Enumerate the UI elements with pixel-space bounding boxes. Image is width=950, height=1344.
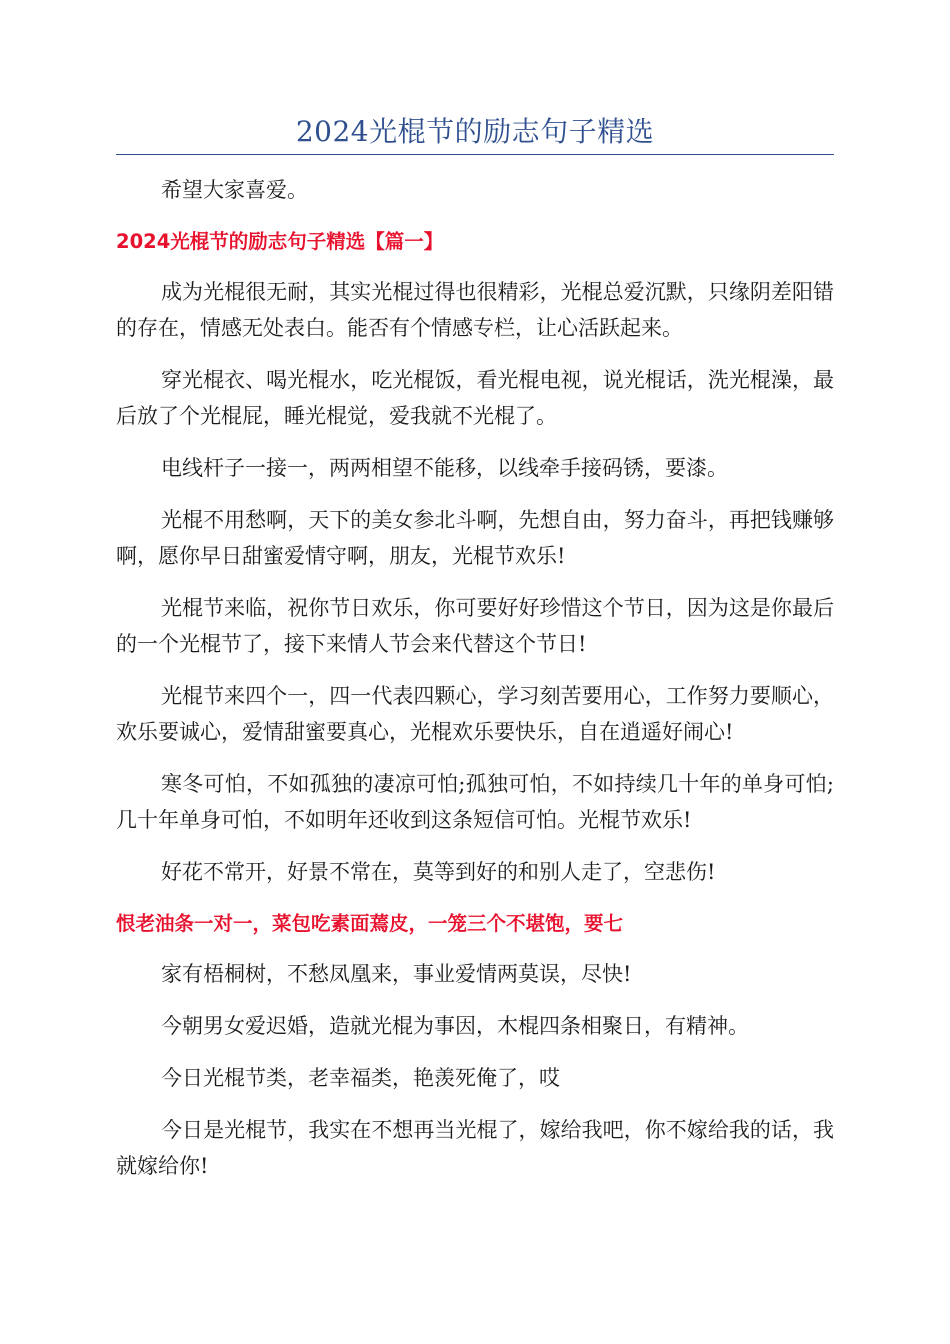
- title-divider: [116, 154, 834, 155]
- paragraph: 寒冬可怕，不如孤独的凄凉可怕;孤独可怕，不如持续几十年的单身可怕;几十年单身可怕，不如明年还收到这条短信可怕。光棍节欢乐!: [116, 772, 834, 832]
- paragraph: 光棍节来临，祝你节日欢乐，你可要好好珍惜这个节日，因为这是你最后的一个光棍节了，接下来情人节会来代替这个节日!: [116, 596, 834, 656]
- paragraph: 穿光棍衣、喝光棍水，吃光棍饭，看光棍电视，说光棍话，洗光棍澡，最后放了个光棍屁，睡光棍觉，爱我就不光棍了。: [116, 368, 834, 428]
- paragraph: 电线杆子一接一，两两相望不能移，以线牵手接码锈，要漆。: [161, 456, 728, 480]
- paragraph: 光棍节来四个一，四一代表四颗心，学习刻苦要用心，工作努力要顺心，欢乐要诚心，爱情甜蜜要真心，光棍欢乐要快乐，自在逍遥好闹心!: [116, 684, 834, 744]
- page-title: 2024光棍节的励志句子精选: [295, 115, 655, 148]
- paragraph: 今日光棍节类，老幸福类，艳羡死俺了，哎: [161, 1066, 560, 1090]
- section-heading: 2024光棍节的励志句子精选【篇一】: [116, 230, 444, 253]
- paragraph: 光棍不用愁啊，天下的美女参北斗啊，先想自由，努力奋斗，再把钱赚够啊，愿你早日甜蜜爱情守啊，朋友，光棍节欢乐!: [116, 508, 834, 568]
- paragraph: 希望大家喜爱。: [161, 178, 308, 202]
- paragraph: 今朝男女爱迟婚，造就光棍为事因，木棍四条相聚日，有精神。: [161, 1014, 749, 1038]
- paragraph: 家有梧桐树，不愁凤凰来，事业爱情两莫误，尽快!: [161, 962, 632, 986]
- paragraph: 成为光棍很无耐，其实光棍过得也很精彩，光棍总爱沉默，只缘阴差阳错的存在，情感无处表白。能否有个情感专栏，让心活跃起来。: [116, 280, 834, 340]
- section-heading: 恨老油条一对一，菜包吃素面蔫皮，一笼三个不堪饱，要七: [116, 912, 624, 935]
- paragraph: 今日是光棍节，我实在不想再当光棍了，嫁给我吧，你不嫁给我的话，我就嫁给你!: [116, 1118, 834, 1178]
- paragraph: 好花不常开，好景不常在，莫等到好的和别人走了，空悲伤!: [161, 860, 716, 884]
- document-body: [116, 172, 834, 1200]
